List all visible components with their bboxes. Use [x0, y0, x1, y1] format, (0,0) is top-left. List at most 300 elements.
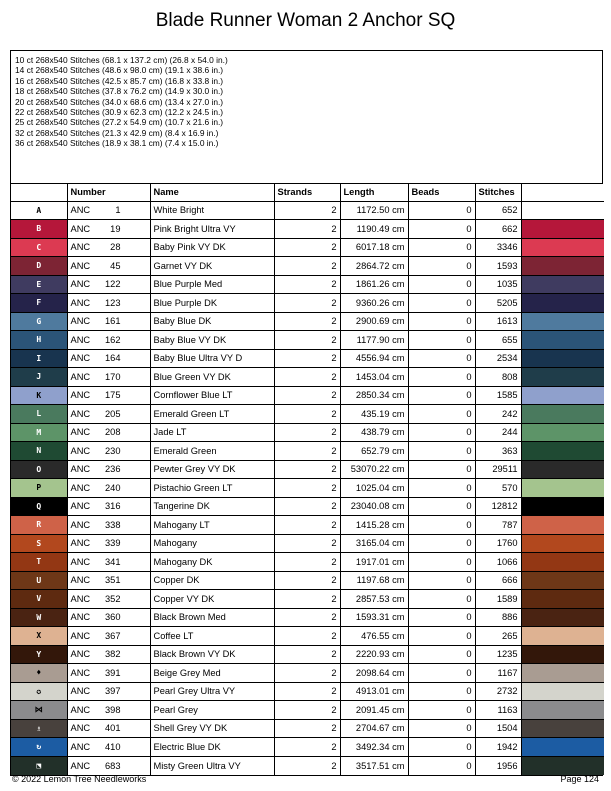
beads-cell: 0	[408, 201, 475, 220]
color-swatch	[521, 571, 604, 590]
table-row	[11, 460, 604, 479]
stitches-cell: 570	[475, 479, 521, 498]
table-row	[11, 516, 604, 535]
table-row	[11, 756, 604, 775]
length-cell: 1025.04 cm	[340, 479, 408, 498]
thread-number: 170	[104, 371, 121, 382]
symbol-cell: H	[11, 331, 67, 350]
color-swatch	[521, 479, 604, 498]
stitches-cell: 2534	[475, 349, 521, 368]
color-swatch	[521, 645, 604, 664]
strands-cell: 2	[274, 627, 340, 646]
stitches-cell: 1942	[475, 738, 521, 757]
brand-label: ANC	[70, 353, 91, 364]
strands-cell: 2	[274, 682, 340, 701]
brand-label: ANC	[70, 741, 91, 752]
length-cell: 1177.90 cm	[340, 331, 408, 350]
brand-label: ANC	[70, 205, 91, 216]
thread-number: 316	[104, 501, 121, 512]
beads-cell: 0	[408, 719, 475, 738]
length-cell: 9360.26 cm	[340, 294, 408, 313]
symbol-cell: P	[11, 479, 67, 498]
color-swatch	[521, 534, 604, 553]
thread-number: 240	[104, 482, 121, 493]
brand-label: ANC	[70, 612, 91, 623]
symbol-cell: ✪	[11, 682, 67, 701]
stitches-cell: 1066	[475, 553, 521, 572]
brand-label: ANC	[70, 704, 91, 715]
symbol-cell: D	[11, 257, 67, 276]
stitches-cell: 242	[475, 405, 521, 424]
brand-label: ANC	[70, 408, 91, 419]
number-cell	[67, 423, 150, 442]
number-cell	[67, 682, 150, 701]
thread-number: 205	[104, 408, 121, 419]
name-cell: Blue Purple DK	[150, 294, 274, 313]
thread-table	[10, 183, 603, 776]
beads-cell: 0	[408, 608, 475, 627]
name-cell: Misty Green Ultra VY	[150, 756, 274, 775]
stitches-cell: 1163	[475, 701, 521, 720]
beads-cell: 0	[408, 257, 475, 276]
strands-cell: 2	[274, 664, 340, 683]
length-cell: 2900.69 cm	[340, 312, 408, 331]
name-cell: Baby Blue Ultra VY D	[150, 349, 274, 368]
symbol-cell: ♗	[11, 719, 67, 738]
number-cell	[67, 238, 150, 257]
strands-cell: 2	[274, 238, 340, 257]
length-cell: 652.79 cm	[340, 442, 408, 461]
number-cell	[67, 645, 150, 664]
beads-cell: 0	[408, 312, 475, 331]
name-cell: Baby Blue DK	[150, 312, 274, 331]
strands-cell: 2	[274, 756, 340, 775]
stitches-cell: 886	[475, 608, 521, 627]
length-cell: 6017.18 cm	[340, 238, 408, 257]
table-row	[11, 386, 604, 405]
length-cell: 1197.68 cm	[340, 571, 408, 590]
strands-cell: 2	[274, 590, 340, 609]
number-cell	[67, 756, 150, 775]
color-swatch	[521, 664, 604, 683]
table-row	[11, 405, 604, 424]
symbol-cell: K	[11, 386, 67, 405]
strands-cell: 2	[274, 516, 340, 535]
strands-cell: 2	[274, 460, 340, 479]
number-cell	[67, 405, 150, 424]
table-row	[11, 220, 604, 239]
symbol-cell: W	[11, 608, 67, 627]
table-row	[11, 275, 604, 294]
number-cell	[67, 608, 150, 627]
beads-cell: 0	[408, 386, 475, 405]
strands-cell: 2	[274, 349, 340, 368]
thread-number: 352	[104, 593, 121, 604]
beads-cell: 0	[408, 756, 475, 775]
thread-number: 398	[104, 704, 121, 715]
beads-cell: 0	[408, 497, 475, 516]
symbol-cell: ↻	[11, 738, 67, 757]
thread-number: 164	[104, 353, 121, 364]
fabric-size-list	[10, 50, 603, 184]
strands-cell: 2	[274, 571, 340, 590]
name-cell: Pearl Grey Ultra VY	[150, 682, 274, 701]
number-cell	[67, 479, 150, 498]
strands-cell: 2	[274, 312, 340, 331]
number-cell	[67, 497, 150, 516]
length-cell: 1593.31 cm	[340, 608, 408, 627]
symbol-cell: E	[11, 275, 67, 294]
length-cell: 2091.45 cm	[340, 701, 408, 720]
strands-cell: 2	[274, 257, 340, 276]
color-swatch	[521, 682, 604, 701]
number-cell	[67, 719, 150, 738]
color-swatch	[521, 257, 604, 276]
symbol-cell: Y	[11, 645, 67, 664]
thread-number: 28	[110, 242, 121, 253]
color-swatch	[521, 701, 604, 720]
stitches-cell: 1956	[475, 756, 521, 775]
color-swatch	[521, 423, 604, 442]
color-swatch	[521, 275, 604, 294]
symbol-cell: ⬔	[11, 756, 67, 775]
stitches-cell: 1235	[475, 645, 521, 664]
symbol-cell: R	[11, 516, 67, 535]
symbol-cell: U	[11, 571, 67, 590]
beads-cell: 0	[408, 349, 475, 368]
table-row	[11, 423, 604, 442]
thread-number: 339	[104, 538, 121, 549]
color-swatch	[521, 460, 604, 479]
name-cell: Pink Bright Ultra VY	[150, 220, 274, 239]
length-cell: 2864.72 cm	[340, 257, 408, 276]
name-cell: Mahogany	[150, 534, 274, 553]
fabric-size-line: 25 ct 268x540 Stitches (27.2 x 54.9 cm) (10.7 x 21.6 in.)	[15, 117, 224, 128]
stitches-cell: 29511	[475, 460, 521, 479]
table-row	[11, 294, 604, 313]
table-row	[11, 497, 604, 516]
beads-cell: 0	[408, 571, 475, 590]
thread-number: 45	[110, 260, 121, 271]
brand-label: ANC	[70, 501, 91, 512]
stitches-cell: 12812	[475, 497, 521, 516]
stitches-cell: 652	[475, 201, 521, 220]
color-swatch	[521, 405, 604, 424]
length-cell: 438.79 cm	[340, 423, 408, 442]
table-row	[11, 312, 604, 331]
color-swatch	[521, 719, 604, 738]
length-cell: 2220.93 cm	[340, 645, 408, 664]
brand-label: ANC	[70, 297, 91, 308]
fabric-size-line: 22 ct 268x540 Stitches (30.9 x 62.3 cm) (12.2 x 24.5 in.)	[15, 107, 224, 118]
stitches-cell: 3346	[475, 238, 521, 257]
symbol-cell: B	[11, 220, 67, 239]
table-row	[11, 664, 604, 683]
beads-cell: 0	[408, 738, 475, 757]
strands-cell: 2	[274, 442, 340, 461]
name-cell: Blue Purple Med	[150, 275, 274, 294]
stitches-cell: 655	[475, 331, 521, 350]
name-cell: Emerald Green	[150, 442, 274, 461]
beads-cell: 0	[408, 460, 475, 479]
length-cell: 1861.26 cm	[340, 275, 408, 294]
color-swatch	[521, 201, 604, 220]
number-cell	[67, 201, 150, 220]
number-cell	[67, 701, 150, 720]
symbol-cell: F	[11, 294, 67, 313]
length-cell: 23040.08 cm	[340, 497, 408, 516]
table-row	[11, 682, 604, 701]
number-cell	[67, 220, 150, 239]
length-cell: 2098.64 cm	[340, 664, 408, 683]
brand-label: ANC	[70, 223, 91, 234]
table-row	[11, 627, 604, 646]
thread-number: 367	[104, 630, 121, 641]
color-swatch	[521, 238, 604, 257]
stitches-cell: 2732	[475, 682, 521, 701]
number-cell	[67, 331, 150, 350]
brand-label: ANC	[70, 445, 91, 456]
beads-cell: 0	[408, 590, 475, 609]
number-cell	[67, 664, 150, 683]
name-cell: Baby Blue VY DK	[150, 331, 274, 350]
table-row	[11, 201, 604, 220]
table-row	[11, 442, 604, 461]
thread-number: 401	[104, 723, 121, 734]
stitches-cell: 363	[475, 442, 521, 461]
table-row	[11, 608, 604, 627]
number-cell	[67, 294, 150, 313]
symbol-cell: ♦	[11, 664, 67, 683]
table-row	[11, 571, 604, 590]
beads-cell: 0	[408, 627, 475, 646]
thread-number: 162	[104, 334, 121, 345]
beads-cell: 0	[408, 534, 475, 553]
brand-label: ANC	[70, 723, 91, 734]
stitches-cell: 1504	[475, 719, 521, 738]
number-cell	[67, 590, 150, 609]
color-swatch	[521, 608, 604, 627]
beads-cell: 0	[408, 238, 475, 257]
name-cell: Pistachio Green LT	[150, 479, 274, 498]
length-cell: 3165.04 cm	[340, 534, 408, 553]
fabric-size-line: 10 ct 268x540 Stitches (68.1 x 137.2 cm) (26.8 x 54.0 in.)	[15, 55, 228, 65]
name-cell: Mahogany LT	[150, 516, 274, 535]
brand-label: ANC	[70, 630, 91, 641]
symbol-cell: I	[11, 349, 67, 368]
length-cell: 1917.01 cm	[340, 553, 408, 572]
header-number: Number	[67, 184, 150, 201]
header-strands: Strands	[274, 184, 340, 201]
color-swatch	[521, 294, 604, 313]
thread-number: 341	[104, 556, 121, 567]
table-row	[11, 257, 604, 276]
color-swatch	[521, 738, 604, 757]
brand-label: ANC	[70, 649, 91, 660]
number-cell	[67, 627, 150, 646]
strands-cell: 2	[274, 201, 340, 220]
color-swatch	[521, 386, 604, 405]
beads-cell: 0	[408, 664, 475, 683]
stitches-cell: 5205	[475, 294, 521, 313]
fabric-size-line: 32 ct 268x540 Stitches (21.3 x 42.9 cm) (8.4 x 16.9 in.)	[15, 127, 219, 138]
name-cell: Jade LT	[150, 423, 274, 442]
symbol-cell: X	[11, 627, 67, 646]
beads-cell: 0	[408, 701, 475, 720]
page-number: Page 124	[560, 774, 599, 784]
brand-label: ANC	[70, 279, 91, 290]
strands-cell: 2	[274, 645, 340, 664]
thread-number: 397	[104, 686, 121, 697]
number-cell	[67, 516, 150, 535]
name-cell: Coffee LT	[150, 627, 274, 646]
brand-label: ANC	[70, 667, 91, 678]
brand-label: ANC	[70, 316, 91, 327]
beads-cell: 0	[408, 442, 475, 461]
length-cell: 435.19 cm	[340, 405, 408, 424]
name-cell: Copper VY DK	[150, 590, 274, 609]
number-cell	[67, 738, 150, 757]
length-cell: 2704.67 cm	[340, 719, 408, 738]
length-cell: 2850.34 cm	[340, 386, 408, 405]
strands-cell: 2	[274, 386, 340, 405]
copyright: © 2022 Lemon Tree Needleworks	[12, 774, 147, 784]
color-swatch	[521, 368, 604, 387]
symbol-cell: G	[11, 312, 67, 331]
name-cell: Baby Pink VY DK	[150, 238, 274, 257]
brand-label: ANC	[70, 242, 91, 253]
brand-label: ANC	[70, 371, 91, 382]
length-cell: 4913.01 cm	[340, 682, 408, 701]
name-cell: Black Brown Med	[150, 608, 274, 627]
table-row	[11, 701, 604, 720]
stitches-cell: 808	[475, 368, 521, 387]
thread-number: 122	[104, 279, 121, 290]
beads-cell: 0	[408, 645, 475, 664]
strands-cell: 2	[274, 608, 340, 627]
length-cell: 1453.04 cm	[340, 368, 408, 387]
color-swatch	[521, 516, 604, 535]
stitches-cell: 1589	[475, 590, 521, 609]
color-swatch	[521, 331, 604, 350]
thread-number: 175	[104, 390, 121, 401]
length-cell: 1190.49 cm	[340, 220, 408, 239]
thread-number: 123	[104, 297, 121, 308]
stitches-cell: 662	[475, 220, 521, 239]
table-row	[11, 719, 604, 738]
symbol-cell: J	[11, 368, 67, 387]
brand-label: ANC	[70, 390, 91, 401]
beads-cell: 0	[408, 516, 475, 535]
length-cell: 1415.28 cm	[340, 516, 408, 535]
table-row	[11, 738, 604, 757]
stitches-cell: 1593	[475, 257, 521, 276]
thread-number: 683	[104, 760, 121, 771]
strands-cell: 2	[274, 220, 340, 239]
beads-cell: 0	[408, 423, 475, 442]
symbol-cell: L	[11, 405, 67, 424]
table-header-row	[11, 184, 604, 201]
stitches-cell: 666	[475, 571, 521, 590]
symbol-cell: M	[11, 423, 67, 442]
length-cell: 4556.94 cm	[340, 349, 408, 368]
table-row	[11, 534, 604, 553]
strands-cell: 2	[274, 405, 340, 424]
symbol-cell: Q	[11, 497, 67, 516]
beads-cell: 0	[408, 553, 475, 572]
strands-cell: 2	[274, 701, 340, 720]
fabric-size-line: 20 ct 268x540 Stitches (34.0 x 68.6 cm) (13.4 x 27.0 in.)	[15, 96, 224, 107]
name-cell: White Bright	[150, 201, 274, 220]
brand-label: ANC	[70, 538, 91, 549]
name-cell: Blue Green VY DK	[150, 368, 274, 387]
brand-label: ANC	[70, 593, 91, 604]
name-cell: Electric Blue DK	[150, 738, 274, 757]
color-swatch	[521, 442, 604, 461]
name-cell: Emerald Green LT	[150, 405, 274, 424]
number-cell	[67, 460, 150, 479]
number-cell	[67, 534, 150, 553]
name-cell: Copper DK	[150, 571, 274, 590]
strands-cell: 2	[274, 423, 340, 442]
brand-label: ANC	[70, 482, 91, 493]
symbol-cell: O	[11, 460, 67, 479]
thread-number: 391	[104, 667, 121, 678]
header-length: Length	[340, 184, 408, 201]
length-cell: 476.55 cm	[340, 627, 408, 646]
symbol-cell: A	[11, 201, 67, 220]
number-cell	[67, 386, 150, 405]
thread-number: 19	[110, 223, 121, 234]
name-cell: Pearl Grey	[150, 701, 274, 720]
name-cell: Beige Grey Med	[150, 664, 274, 683]
brand-label: ANC	[70, 427, 91, 438]
strands-cell: 2	[274, 294, 340, 313]
strands-cell: 2	[274, 553, 340, 572]
stitches-cell: 1167	[475, 664, 521, 683]
beads-cell: 0	[408, 275, 475, 294]
thread-number: 382	[104, 649, 121, 660]
length-cell: 53070.22 cm	[340, 460, 408, 479]
name-cell: Shell Grey VY DK	[150, 719, 274, 738]
header-beads: Beads	[408, 184, 475, 201]
strands-cell: 2	[274, 497, 340, 516]
table-row	[11, 590, 604, 609]
table-row	[11, 645, 604, 664]
strands-cell: 2	[274, 368, 340, 387]
stitches-cell: 1035	[475, 275, 521, 294]
color-swatch	[521, 312, 604, 331]
beads-cell: 0	[408, 682, 475, 701]
symbol-cell: N	[11, 442, 67, 461]
table-row	[11, 479, 604, 498]
symbol-cell: S	[11, 534, 67, 553]
color-swatch	[521, 349, 604, 368]
color-swatch	[521, 220, 604, 239]
strands-cell: 2	[274, 534, 340, 553]
symbol-cell: T	[11, 553, 67, 572]
color-swatch	[521, 497, 604, 516]
stitches-cell: 1585	[475, 386, 521, 405]
stitches-cell: 1613	[475, 312, 521, 331]
thread-number: 230	[104, 445, 121, 456]
brand-label: ANC	[70, 556, 91, 567]
header-stitches: Stitches	[475, 184, 521, 201]
fabric-size-line: 16 ct 268x540 Stitches (42.5 x 85.7 cm) (16.8 x 33.8 in.)	[15, 75, 224, 86]
beads-cell: 0	[408, 331, 475, 350]
name-cell: Cornflower Blue LT	[150, 386, 274, 405]
thread-number: 1	[115, 205, 121, 216]
